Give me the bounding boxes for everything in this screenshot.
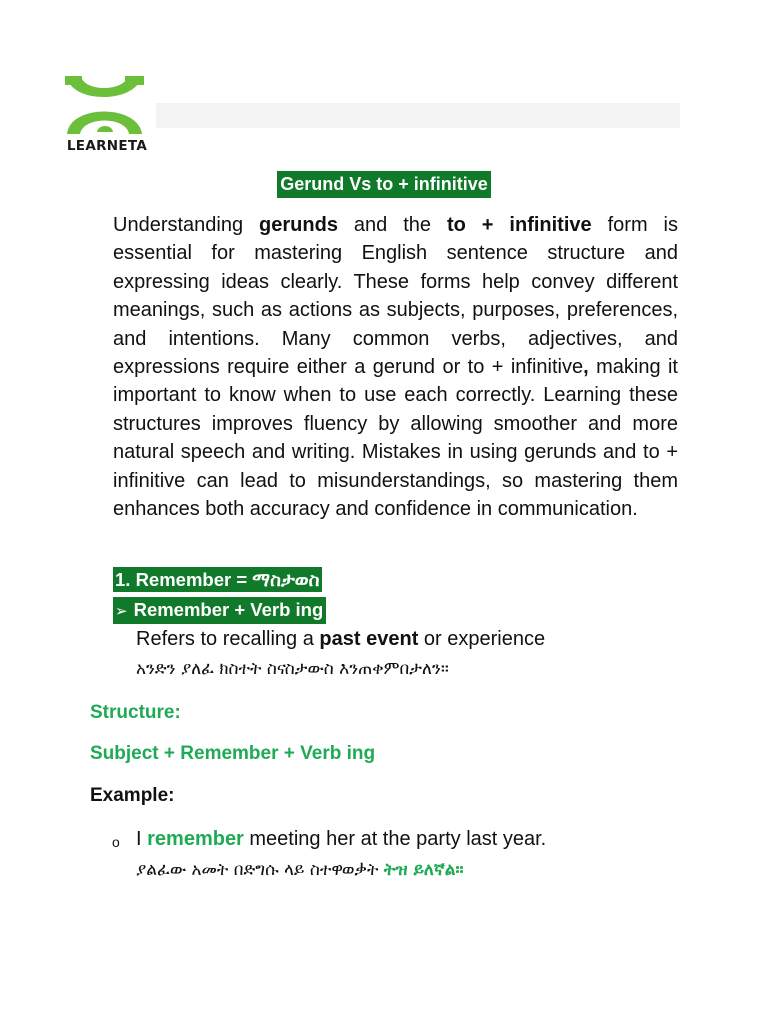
section-subheading (113, 597, 326, 624)
learneta-logo (62, 74, 150, 154)
logo-text: LEARNETA (66, 138, 148, 154)
circle-bullet-icon: o (112, 834, 120, 850)
example-label: Example: (90, 785, 175, 806)
arrow-bullet-icon: ➢ (115, 603, 128, 620)
intro-text-4: making it important to know when to use each correctly. Learning these structures improves fluency by allowing smoother and more natural speech and writing. Mistakes in using gerunds and to + infinitive can lead to misunderstandings, so mastering them enhances both accuracy and confidence in communication. (113, 356, 678, 521)
intro-text-2: and the (337, 214, 447, 236)
desc-text-1: Refers to recalling a (136, 628, 320, 650)
example-text-2: meeting her at the party last year. (243, 828, 547, 850)
header-bar (156, 103, 680, 128)
structure-label: Structure: (90, 702, 181, 723)
structure-formula: Subject + Remember + Verb ing (90, 743, 376, 764)
learneta-logo-icon (62, 74, 150, 136)
example-sentence (136, 825, 546, 853)
desc-text-2: or experience (418, 628, 546, 650)
intro-bold-gerunds: gerunds (259, 214, 338, 236)
intro-bold-comma: , (583, 356, 589, 379)
page-title: Gerund Vs to + infinitive (277, 171, 491, 198)
section-heading: 1. Remember = ማስታወስ (113, 567, 322, 592)
section-description-amharic: አንድን ያለፈ ክስተት ስናስታውስ እንጠቀምበታለን። (136, 659, 449, 679)
example-text-1: I (136, 828, 148, 850)
intro-text-3: form is essential for mastering English sentence structure and expressing ideas clearly. These forms help convey different meanings, such as actions as subjects, purposes, preferences, and intentions. Many common verbs, adjectives, and expressions require either a gerund or to + infinitive (113, 214, 678, 379)
example-amharic-highlight: ትዝ ይለኛል። (383, 860, 464, 880)
intro-text-1: Understanding (113, 214, 260, 236)
intro-bold-to-infinitive: to + infinitive (446, 214, 592, 236)
section-description (136, 625, 545, 653)
example-highlight: remember (147, 828, 244, 850)
subheading-text: Remember + Verb ing (133, 599, 324, 620)
intro-paragraph (113, 211, 678, 523)
example-amharic-text: ያልፈው አመት በድግሱ ላይ ስተዋወቃት (136, 860, 384, 880)
example-amharic (136, 858, 463, 882)
title-wrapper (0, 171, 768, 198)
desc-bold: past event (319, 628, 419, 650)
